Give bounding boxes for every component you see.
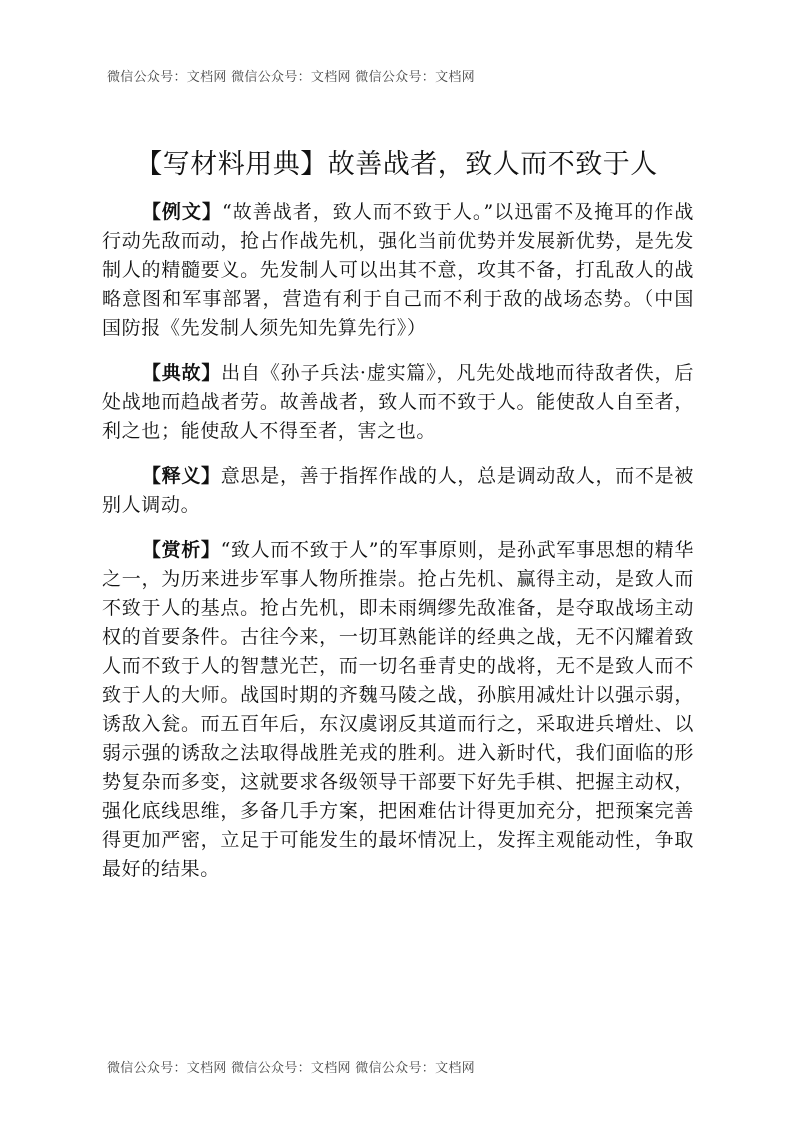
- paragraph-text: “故善战者，致人而不致于人。”以迅雷不及掩耳的作战行动先敌而动，抢占作战先机，强化当前优势并发展新优势，是先发制人的精髓要义。先发制人可以出其不意，攻其不备，打乱敌人的战略意图和军事部署，营造有利于自己而不利于敌的战场态势。（中国国防报《先发制人须先知先算先行》）: [102, 201, 694, 339]
- paragraph-meaning: [102, 462, 694, 520]
- paragraph-label: 【典故】: [141, 362, 222, 384]
- paragraph-label: 【赏析】: [141, 539, 221, 561]
- page-footer: 微信公众号：文档网 微信公众号：文档网 微信公众号：文档网: [107, 1061, 475, 1076]
- paragraph-allusion: [102, 359, 694, 446]
- paragraph-label: 【例文】: [141, 201, 222, 223]
- paragraph-example: [102, 198, 694, 343]
- page-header: 微信公众号：文档网 微信公众号：文档网 微信公众号：文档网: [107, 70, 475, 85]
- paragraph-analysis: [102, 536, 694, 884]
- paragraph-label: 【释义】: [141, 465, 221, 487]
- document-title: 【写材料用典】故善战者，致人而不致于人: [135, 149, 658, 180]
- paragraph-text: 意思是，善于指挥作战的人，总是调动敌人，而不是被别人调动。: [102, 465, 694, 516]
- paragraph-text: 出自《孙子兵法·虚实篇》，凡先处战地而待敌者佚，后处战地而趋战者劳。故善战者，致人而不致于人。能使敌人自至者，利之也；能使敌人不得至者，害之也。: [102, 362, 694, 442]
- paragraph-text: “致人而不致于人”的军事原则，是孙武军事思想的精华之一，为历来进步军事人物所推崇。抢占先机、赢得主动，是致人而不致于人的基点。抢占先机，即未雨绸缪先敌准备，是夺取战场主动权的首要条件。古往今来，一切耳熟能详的经典之战，无不闪耀着致人而不致于人的智慧光芒，而一切名垂青史的战将，无不是致人而不致于人的大师。战国时期的齐魏马陵之战，孙膑用减灶计以强示弱，诱敌入瓮。而五百年后，东汉虞诩反其道而行之，采取进兵增灶、以弱示强的诱敌之法取得战胜羌戎的胜利。进入新时代，我们面临的形势复杂而多变，这就要求各级领导干部要下好先手棋、把握主动权，强化底线思维，多备几手方案，把困难估计得更加充分，把预案完善得更加严密，立足于可能发生的最坏情况上，发挥主观能动性，争取最好的结果。: [102, 539, 694, 880]
- document-body: [102, 198, 694, 900]
